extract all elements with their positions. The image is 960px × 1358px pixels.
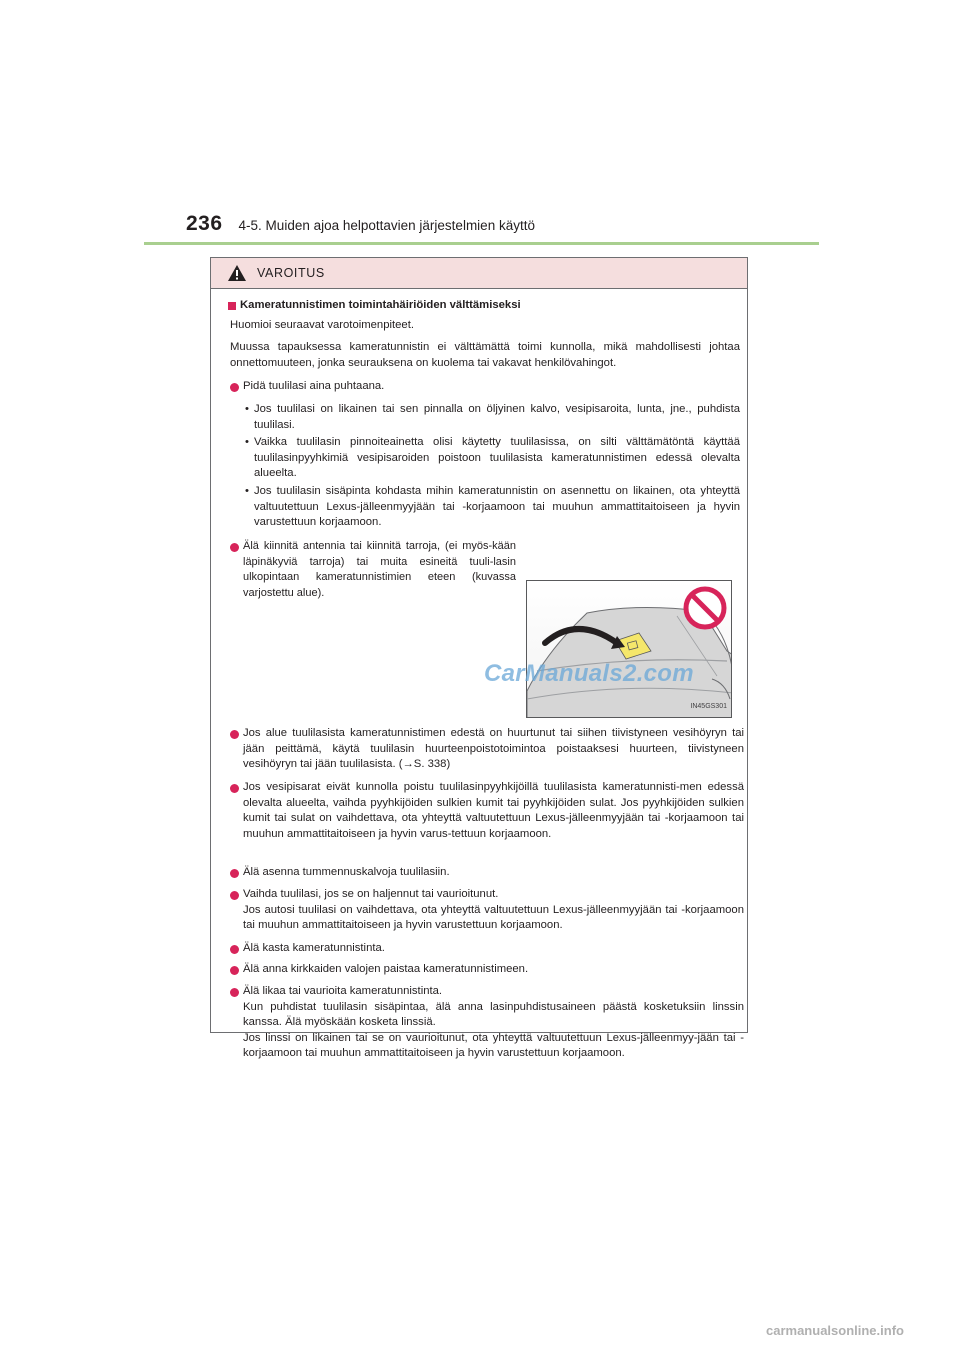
header-divider bbox=[144, 242, 819, 245]
sub-list-item-text: Jos tuulilasi on likainen tai sen pinnalla on öljyinen kalvo, vesipisaroita, lunta, jne., puhdista tuulilasi. bbox=[254, 403, 740, 431]
list-item-text: Jos linssi on likainen tai se on vaurioitunut, ota yhteyttä valtuutettuun Lexus-jälleenmyy-jään tai -korjaamoon tai muuhun ammattitaitoiseen ja hyvin varustettuun korjaamoon. bbox=[243, 1031, 744, 1060]
list-item-body bbox=[243, 984, 744, 1062]
page-header bbox=[186, 212, 535, 236]
bullet-icon bbox=[230, 966, 239, 975]
sub-list-item bbox=[240, 484, 740, 531]
bullet-icon bbox=[230, 543, 239, 552]
footer-watermark: carmanualsonline.info bbox=[766, 1323, 904, 1338]
list-item-text: Älä anna kirkkaiden valojen paistaa kameratunnistimeen. bbox=[243, 963, 529, 975]
list-item bbox=[230, 726, 744, 773]
list-item-text: Jos autosi tuulilasi on vaihdettava, ota yhteyttä valtuutettuun Lexus-jälleenmyyjään tai -korjaamoon tai muuhun ammattitaitoiseen ja hyvin varustettuun korjaamoon. bbox=[243, 903, 744, 932]
page-number: 236 bbox=[186, 212, 223, 235]
sub-list-item bbox=[240, 402, 740, 433]
list-item bbox=[230, 780, 744, 842]
list-item bbox=[230, 962, 744, 978]
sub-list-item-text: Jos tuulilasin sisäpinta kohdasta mihin kameratunnistin on asennettu on likainen, ota yhteyttä valtuutettuun Lexus-jälleenmyyjään tai -korjaamoon tai muuhun ammattitaitoiseen ja hyvin varustettuun korjaamoon. bbox=[254, 485, 740, 529]
warning-box bbox=[210, 257, 748, 1060]
list-item-text: Vaihda tuulilasi, jos se on haljennut tai vaurioitunut. bbox=[243, 888, 499, 900]
watermark-overlay: CarManuals2.com bbox=[484, 660, 694, 687]
sub-list-item bbox=[240, 435, 740, 482]
bullet-icon bbox=[230, 784, 239, 793]
bullet-icon bbox=[230, 891, 239, 900]
square-bullet-icon bbox=[228, 302, 236, 310]
list-item-text: Pidä tuulilasi aina puhtaana. bbox=[243, 380, 385, 392]
list-item bbox=[230, 984, 744, 1062]
bullet-icon bbox=[230, 988, 239, 997]
bullet-icon bbox=[230, 945, 239, 954]
list-item-text: Jos vesipisarat eivät kunnolla poistu tuulilasinpyyhkijöillä tuulilasista kameratunnisti-men edessä olevalta alueelta, vaihda pyyhkijöiden sulkien kumit tai pyyhkijöiden sulat. Jos pyyhkijöiden sulkien kumit tai sulat on vaihdettava, ota yhteyttä valtuutettuun Lexus-jälleenmyyjään tai -korjaamoon tai muuhun ammattitaitoiseen ja hyvin varus-tettuun korjaamoon. bbox=[243, 781, 744, 840]
warning-heading bbox=[228, 298, 521, 314]
sub-bullet-icon: • bbox=[245, 436, 249, 448]
sub-bullet-icon: • bbox=[245, 403, 249, 415]
sub-list-item-text: Vaikka tuulilasin pinnoiteainetta olisi käytetty tuulilasissa, on silti välttämätöntä käyttää tuulilasinpyyhkimiä vesipisaroiden poistoon tuulilasista kameratunnistimen edessä olevalta alueelta. bbox=[254, 436, 740, 480]
windshield-illustration bbox=[526, 580, 732, 718]
list-item bbox=[230, 887, 744, 934]
sub-bullet-icon: • bbox=[245, 485, 249, 497]
list-item-text: Jos alue tuulilasista kameratunnistimen edestä on huurtunut tai siihen tiivistyneen vesihöyryn tai jään peittämä, käytä tuulilasin huurteenpoistotoimintoa poistaaksesi huurteen, tiivistyneen vesihöyryn tai jään tuulilasista. (→S. 338) bbox=[243, 727, 744, 771]
list-item bbox=[230, 379, 744, 395]
list-item-text: Älä kiinnitä antennia tai kiinnitä tarroja, (ei myös-kään läpinäkyviä tarroja) tai muita esineitä tuuli-lasin ulkopintaan kameratunnistimien eteen (kuvassa varjostettu alue). bbox=[243, 540, 516, 599]
bullet-icon bbox=[230, 869, 239, 878]
warning-triangle-icon bbox=[227, 264, 247, 282]
list-item bbox=[230, 941, 744, 957]
figure-label: IN45GS301 bbox=[690, 703, 727, 711]
list-item-body bbox=[243, 887, 744, 934]
section-title: 4-5. Muiden ajoa helpottavien järjestelmien käyttö bbox=[238, 218, 535, 233]
bullet-icon bbox=[230, 383, 239, 392]
intro-paragraph-2: Muussa tapauksessa kameratunnistin ei välttämättä toimi kunnolla, mikä mahdollisesti johtaa onnettomuuteen, jonka seurauksena on kuolema tai vakavat henkilövahingot. bbox=[230, 341, 740, 369]
warning-title: VAROITUS bbox=[257, 266, 325, 280]
list-item bbox=[230, 865, 744, 881]
warning-header bbox=[211, 258, 747, 289]
list-item-text: Älä likaa tai vaurioita kameratunnistinta. bbox=[243, 985, 443, 997]
list-item-text: Kun puhdistat tuulilasin sisäpintaa, älä anna lasinpuhdistusaineen päästä kosketuksiin linssin kanssa. Älä myöskään kosketa linssiä. bbox=[243, 1000, 744, 1029]
intro-paragraph-1: Huomioi seuraavat varotoimenpiteet. bbox=[230, 319, 414, 331]
heading-text: Kameratunnistimen toimintahäiriöiden välttämiseksi bbox=[240, 299, 521, 311]
list-item-text: Älä kasta kameratunnistinta. bbox=[243, 942, 385, 954]
list-item bbox=[230, 539, 516, 601]
bullet-icon bbox=[230, 730, 239, 739]
list-item-text: Älä asenna tummennuskalvoja tuulilasiin. bbox=[243, 866, 450, 878]
